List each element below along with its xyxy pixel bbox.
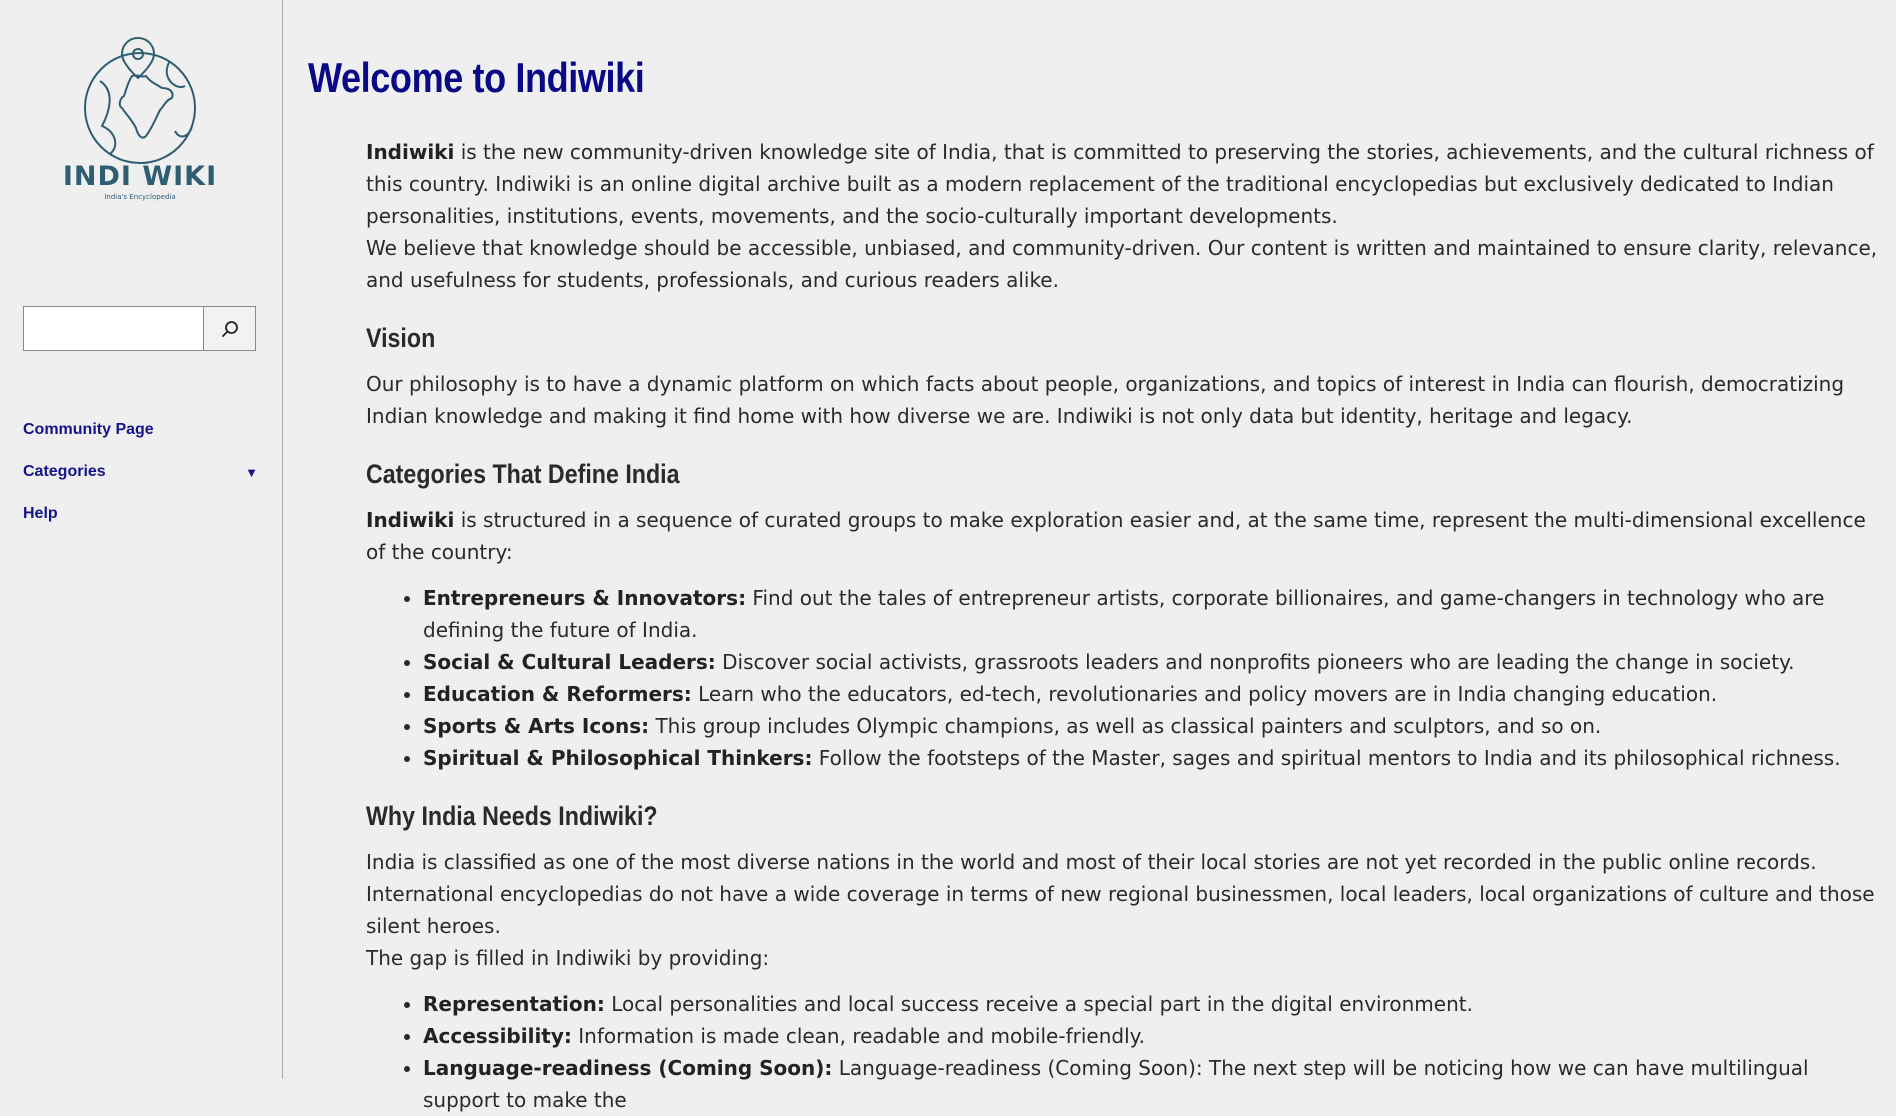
sidebar-item-help[interactable] — [23, 493, 258, 535]
list-item — [423, 710, 1886, 742]
sidebar-item-label: Categories — [23, 463, 106, 480]
list-item-text: Follow the footsteps of the Master, sages and spiritual mentors to India and its philosophical richness. — [812, 746, 1841, 770]
list-item — [423, 988, 1886, 1020]
categories-intro-bold: Indiwiki — [366, 508, 455, 532]
sidebar-item-community-page[interactable] — [23, 409, 258, 451]
list-item — [423, 1020, 1886, 1052]
list-item-label: Social & Cultural Leaders: — [423, 650, 716, 674]
categories-list — [366, 582, 1886, 774]
globe-india-logo-icon — [80, 36, 200, 164]
list-item-label: Representation: — [423, 992, 605, 1016]
list-item-label: Sports & Arts Icons: — [423, 714, 650, 738]
list-item-text: Language-readiness (Coming Soon): The next step will be noticing how we can have multilingual support to make the — [423, 1056, 1809, 1112]
list-item-text: Find out the tales of entrepreneur artists, corporate billionaires, and game-changers in technology who are defining the future of India. — [423, 586, 1825, 642]
list-item-label: Education & Reformers: — [423, 682, 692, 706]
intro-bold: Indiwiki — [366, 140, 455, 164]
list-item-text: Discover social activists, grassroots leaders and nonprofits pioneers who are leading the change in society. — [715, 650, 1795, 674]
section-heading-categories: Categories That Define India — [366, 459, 680, 489]
search-button[interactable] — [203, 306, 256, 351]
list-item-text: Information is made clean, readable and mobile-friendly. — [571, 1024, 1145, 1048]
search-form — [23, 306, 256, 351]
search-icon — [220, 319, 240, 339]
sidebar-item-label: Community Page — [23, 421, 154, 438]
why-paragraph-2: The gap is filled in Indiwiki by providing: — [366, 946, 770, 970]
article-body — [366, 136, 1886, 1116]
list-item-label: Entrepreneurs & Innovators: — [423, 586, 747, 610]
list-item-label: Accessibility: — [423, 1024, 572, 1048]
sidebar-item-categories[interactable] — [23, 451, 258, 493]
sidebar-item-label: Help — [23, 505, 58, 522]
main-content — [283, 0, 1896, 1112]
intro-paragraph-2: We believe that knowledge should be accessible, unbiased, and community-driven. Our content is written and maintained to ensure clarity, relevance, and usefulness for students, professionals, and curious readers alike. — [366, 236, 1878, 292]
list-item-text: Learn who the educators, ed-tech, revolutionaries and policy movers are in India changing education. — [691, 682, 1718, 706]
search-input[interactable] — [23, 306, 203, 351]
page-title: Welcome to Indiwiki — [308, 54, 645, 101]
list-item-text: This group includes Olympic champions, as well as classical painters and sculptors, and so on. — [649, 714, 1602, 738]
why-paragraph: India is classified as one of the most diverse nations in the world and most of their local stories are not yet recorded in the public online records. International encyclopedias do not have a wide coverage in terms of new regional businessmen, local leaders, local organizations of culture and those silent heroes. — [366, 850, 1875, 938]
list-item — [423, 582, 1886, 646]
why-list — [366, 988, 1886, 1116]
triangle-down-icon[interactable]: ▼ — [245, 464, 258, 480]
categories-intro — [366, 504, 1886, 568]
categories-intro-text: is structured in a sequence of curated groups to make exploration easier and, at the same time, represent the multi-dimensional excellence of the country: — [366, 508, 1866, 564]
list-item-text: Local personalities and local success receive a special part in the digital environment. — [604, 992, 1473, 1016]
logo-name: INDI WIKI — [62, 161, 218, 192]
section-heading-vision: Vision — [366, 323, 436, 353]
list-item — [423, 1052, 1886, 1116]
logo-tagline: India's Encyclopedia — [104, 193, 176, 201]
list-item-label: Language-readiness (Coming Soon): — [423, 1056, 833, 1080]
list-item-label: Spiritual & Philosophical Thinkers: — [423, 746, 813, 770]
list-item — [423, 678, 1886, 710]
vision-paragraph: Our philosophy is to have a dynamic platform on which facts about people, organizations, and topics of interest in India can flourish, democratizing Indian knowledge and making it find home with how diverse we are. Indiwiki is not only data but identity, heritage and legacy. — [366, 372, 1845, 428]
intro-paragraph — [366, 136, 1886, 232]
site-logo[interactable] — [60, 36, 220, 202]
intro-text: is the new community-driven knowledge site of India, that is committed to preserving the stories, achievements, and the cultural richness of this country. Indiwiki is an online digital archive built as a modern replacement of the traditional encyclopedias but exclusively dedicated to Indian personalities, institutions, events, movements, and the socio-culturally important developments. — [366, 140, 1874, 228]
section-heading-why: Why India Needs Indiwiki? — [366, 801, 658, 831]
sidebar — [0, 0, 283, 1079]
sidebar-nav — [23, 409, 258, 535]
list-item — [423, 742, 1886, 774]
list-item — [423, 646, 1886, 678]
